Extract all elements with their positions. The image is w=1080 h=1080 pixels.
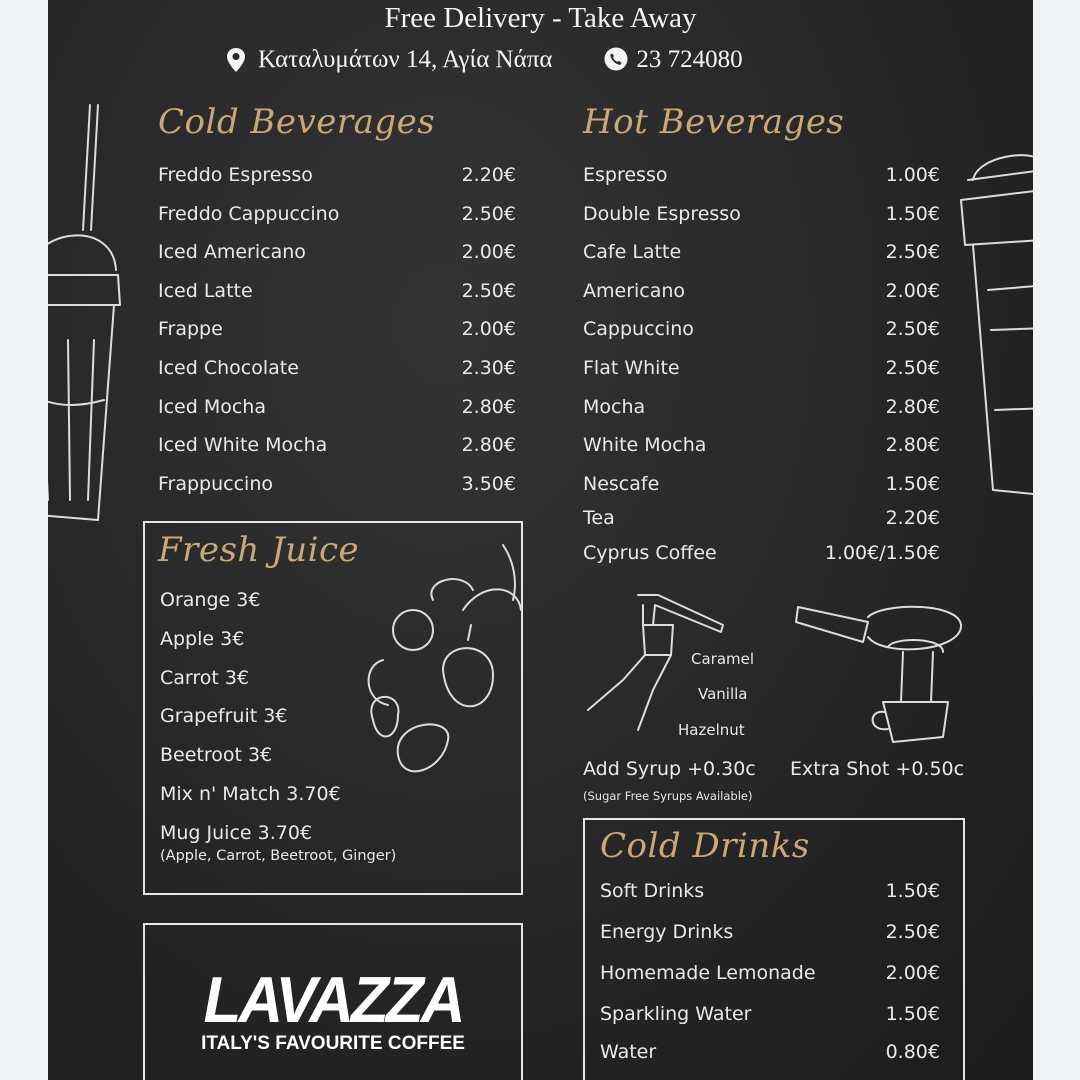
list-item[interactable]: Iced White Mocha 2.80€ bbox=[158, 430, 516, 469]
item-price: 2.80€ bbox=[885, 434, 940, 457]
list-item[interactable]: Carrot 3€ bbox=[160, 666, 250, 689]
list-item[interactable]: Soft Drinks 1.50€ bbox=[600, 876, 940, 917]
list-item[interactable]: Apple 3€ bbox=[160, 627, 245, 650]
list-item[interactable]: Mix n' Match 3.70€ bbox=[160, 782, 341, 805]
hot-beverages-list bbox=[583, 160, 940, 572]
list-item[interactable]: Iced Chocolate 2.30€ bbox=[158, 353, 516, 392]
item-price: 2.50€ bbox=[885, 356, 940, 379]
location-pin-icon bbox=[226, 47, 250, 73]
item-price: 1.50€ bbox=[885, 1003, 940, 1025]
item-price: 2.80€ bbox=[461, 434, 516, 457]
address-text: Καταλυμάτων 14, Αγία Νάπα bbox=[258, 46, 553, 73]
list-item[interactable]: Freddo Espresso 2.20€ bbox=[158, 160, 516, 199]
list-item[interactable]: Espresso 1.00€ bbox=[583, 160, 940, 199]
list-item[interactable]: Flat White 2.50€ bbox=[583, 353, 940, 392]
espresso-machine-icon bbox=[793, 597, 973, 747]
item-price: 2.50€ bbox=[885, 921, 940, 943]
item-price: 2.00€ bbox=[461, 318, 516, 341]
list-item[interactable]: White Mocha 2.80€ bbox=[583, 430, 940, 469]
syrup-option: Hazelnut bbox=[678, 721, 745, 739]
item-price: 0.80€ bbox=[885, 1041, 940, 1063]
list-item[interactable]: Sparkling Water 1.50€ bbox=[600, 999, 940, 1037]
item-price: 2.00€ bbox=[885, 962, 940, 984]
list-item[interactable]: Frappuccino 3.50€ bbox=[158, 469, 516, 508]
mug-juice-note: (Apple, Carrot, Beetroot, Ginger) bbox=[160, 848, 397, 864]
fresh-juice-list bbox=[160, 585, 341, 857]
list-item[interactable]: Americano 2.00€ bbox=[583, 276, 940, 315]
list-item[interactable]: Iced Americano 2.00€ bbox=[158, 237, 516, 276]
brand-logo-text: LAVAZZA bbox=[203, 964, 463, 1037]
cold-beverages-list bbox=[158, 160, 516, 507]
brand-tagline: ITALY'S FAVOURITE COFFEE bbox=[201, 1033, 465, 1054]
list-item[interactable]: Freddo Cappuccino 2.50€ bbox=[158, 199, 516, 238]
item-price: 1.00€ bbox=[885, 164, 940, 186]
item-price: 1.00€/1.50€ bbox=[824, 541, 940, 564]
page-title: Free Delivery - Take Away bbox=[384, 2, 697, 34]
list-item[interactable]: Cafe Latte 2.50€ bbox=[583, 237, 940, 276]
item-price: 2.20€ bbox=[885, 507, 940, 530]
list-item[interactable]: Double Espresso 1.50€ bbox=[583, 199, 940, 238]
item-price: 2.80€ bbox=[461, 395, 516, 418]
syrup-option: Caramel bbox=[691, 650, 755, 668]
item-price: 2.20€ bbox=[461, 164, 516, 186]
item-price: 3.50€ bbox=[461, 472, 516, 495]
list-item[interactable]: Iced Latte 2.50€ bbox=[158, 276, 516, 315]
cold-beverages-title: Cold Beverages bbox=[158, 102, 436, 142]
list-item[interactable]: Tea 2.20€ bbox=[583, 503, 940, 538]
cold-drinks-title: Cold Drinks bbox=[600, 826, 810, 866]
list-item[interactable]: Mocha 2.80€ bbox=[583, 392, 940, 431]
item-price: 2.50€ bbox=[461, 202, 516, 225]
iced-cup-illustration bbox=[48, 100, 148, 530]
phone-number[interactable]: 23 724080 bbox=[636, 46, 743, 73]
item-price: 2.50€ bbox=[885, 318, 940, 341]
item-price: 2.30€ bbox=[461, 356, 516, 379]
list-item[interactable]: Cyprus Coffee 1.00€/1.50€ bbox=[583, 538, 940, 573]
list-item[interactable]: Cappuccino 2.50€ bbox=[583, 314, 940, 353]
extra-shot-option[interactable]: Extra Shot +0.50c bbox=[790, 758, 965, 780]
item-price: 2.50€ bbox=[461, 279, 516, 302]
item-price: 1.50€ bbox=[885, 202, 940, 225]
list-item[interactable]: Beetroot 3€ bbox=[160, 744, 273, 767]
lavazza-logo bbox=[143, 923, 523, 1080]
list-item[interactable]: Orange 3€ bbox=[160, 589, 261, 611]
list-item[interactable]: Frappe 2.00€ bbox=[158, 314, 516, 353]
add-syrup-option[interactable]: Add Syrup +0.30c bbox=[583, 758, 756, 780]
contact-row bbox=[226, 46, 743, 74]
fruit-illustration bbox=[343, 540, 523, 785]
fresh-juice-title: Fresh Juice bbox=[158, 530, 360, 570]
item-price: 2.50€ bbox=[885, 241, 940, 264]
item-price: 2.00€ bbox=[461, 241, 516, 264]
item-price: 2.80€ bbox=[885, 395, 940, 418]
list-item[interactable]: Water 0.80€ bbox=[600, 1037, 940, 1075]
item-price: 1.50€ bbox=[885, 472, 940, 495]
chalkboard-menu bbox=[48, 0, 1033, 1080]
list-item[interactable]: Mug Juice 3.70€ bbox=[160, 821, 313, 844]
list-item[interactable]: Iced Mocha 2.80€ bbox=[158, 392, 516, 431]
cold-drinks-list bbox=[600, 876, 940, 1075]
syrup-option: Vanilla bbox=[698, 685, 748, 703]
item-price: 2.00€ bbox=[885, 279, 940, 302]
list-item[interactable]: Grapefruit 3€ bbox=[160, 705, 288, 728]
phone-icon bbox=[604, 47, 628, 73]
list-item[interactable]: Homemade Lemonade 2.00€ bbox=[600, 958, 940, 999]
list-item[interactable]: Nescafe 1.50€ bbox=[583, 469, 940, 504]
sugar-free-note: (Sugar Free Syrups Available) bbox=[583, 789, 753, 803]
hot-cup-illustration bbox=[953, 150, 1033, 510]
list-item[interactable]: Energy Drinks 2.50€ bbox=[600, 917, 940, 958]
hot-beverages-title: Hot Beverages bbox=[583, 102, 845, 142]
item-price: 1.50€ bbox=[885, 880, 940, 902]
